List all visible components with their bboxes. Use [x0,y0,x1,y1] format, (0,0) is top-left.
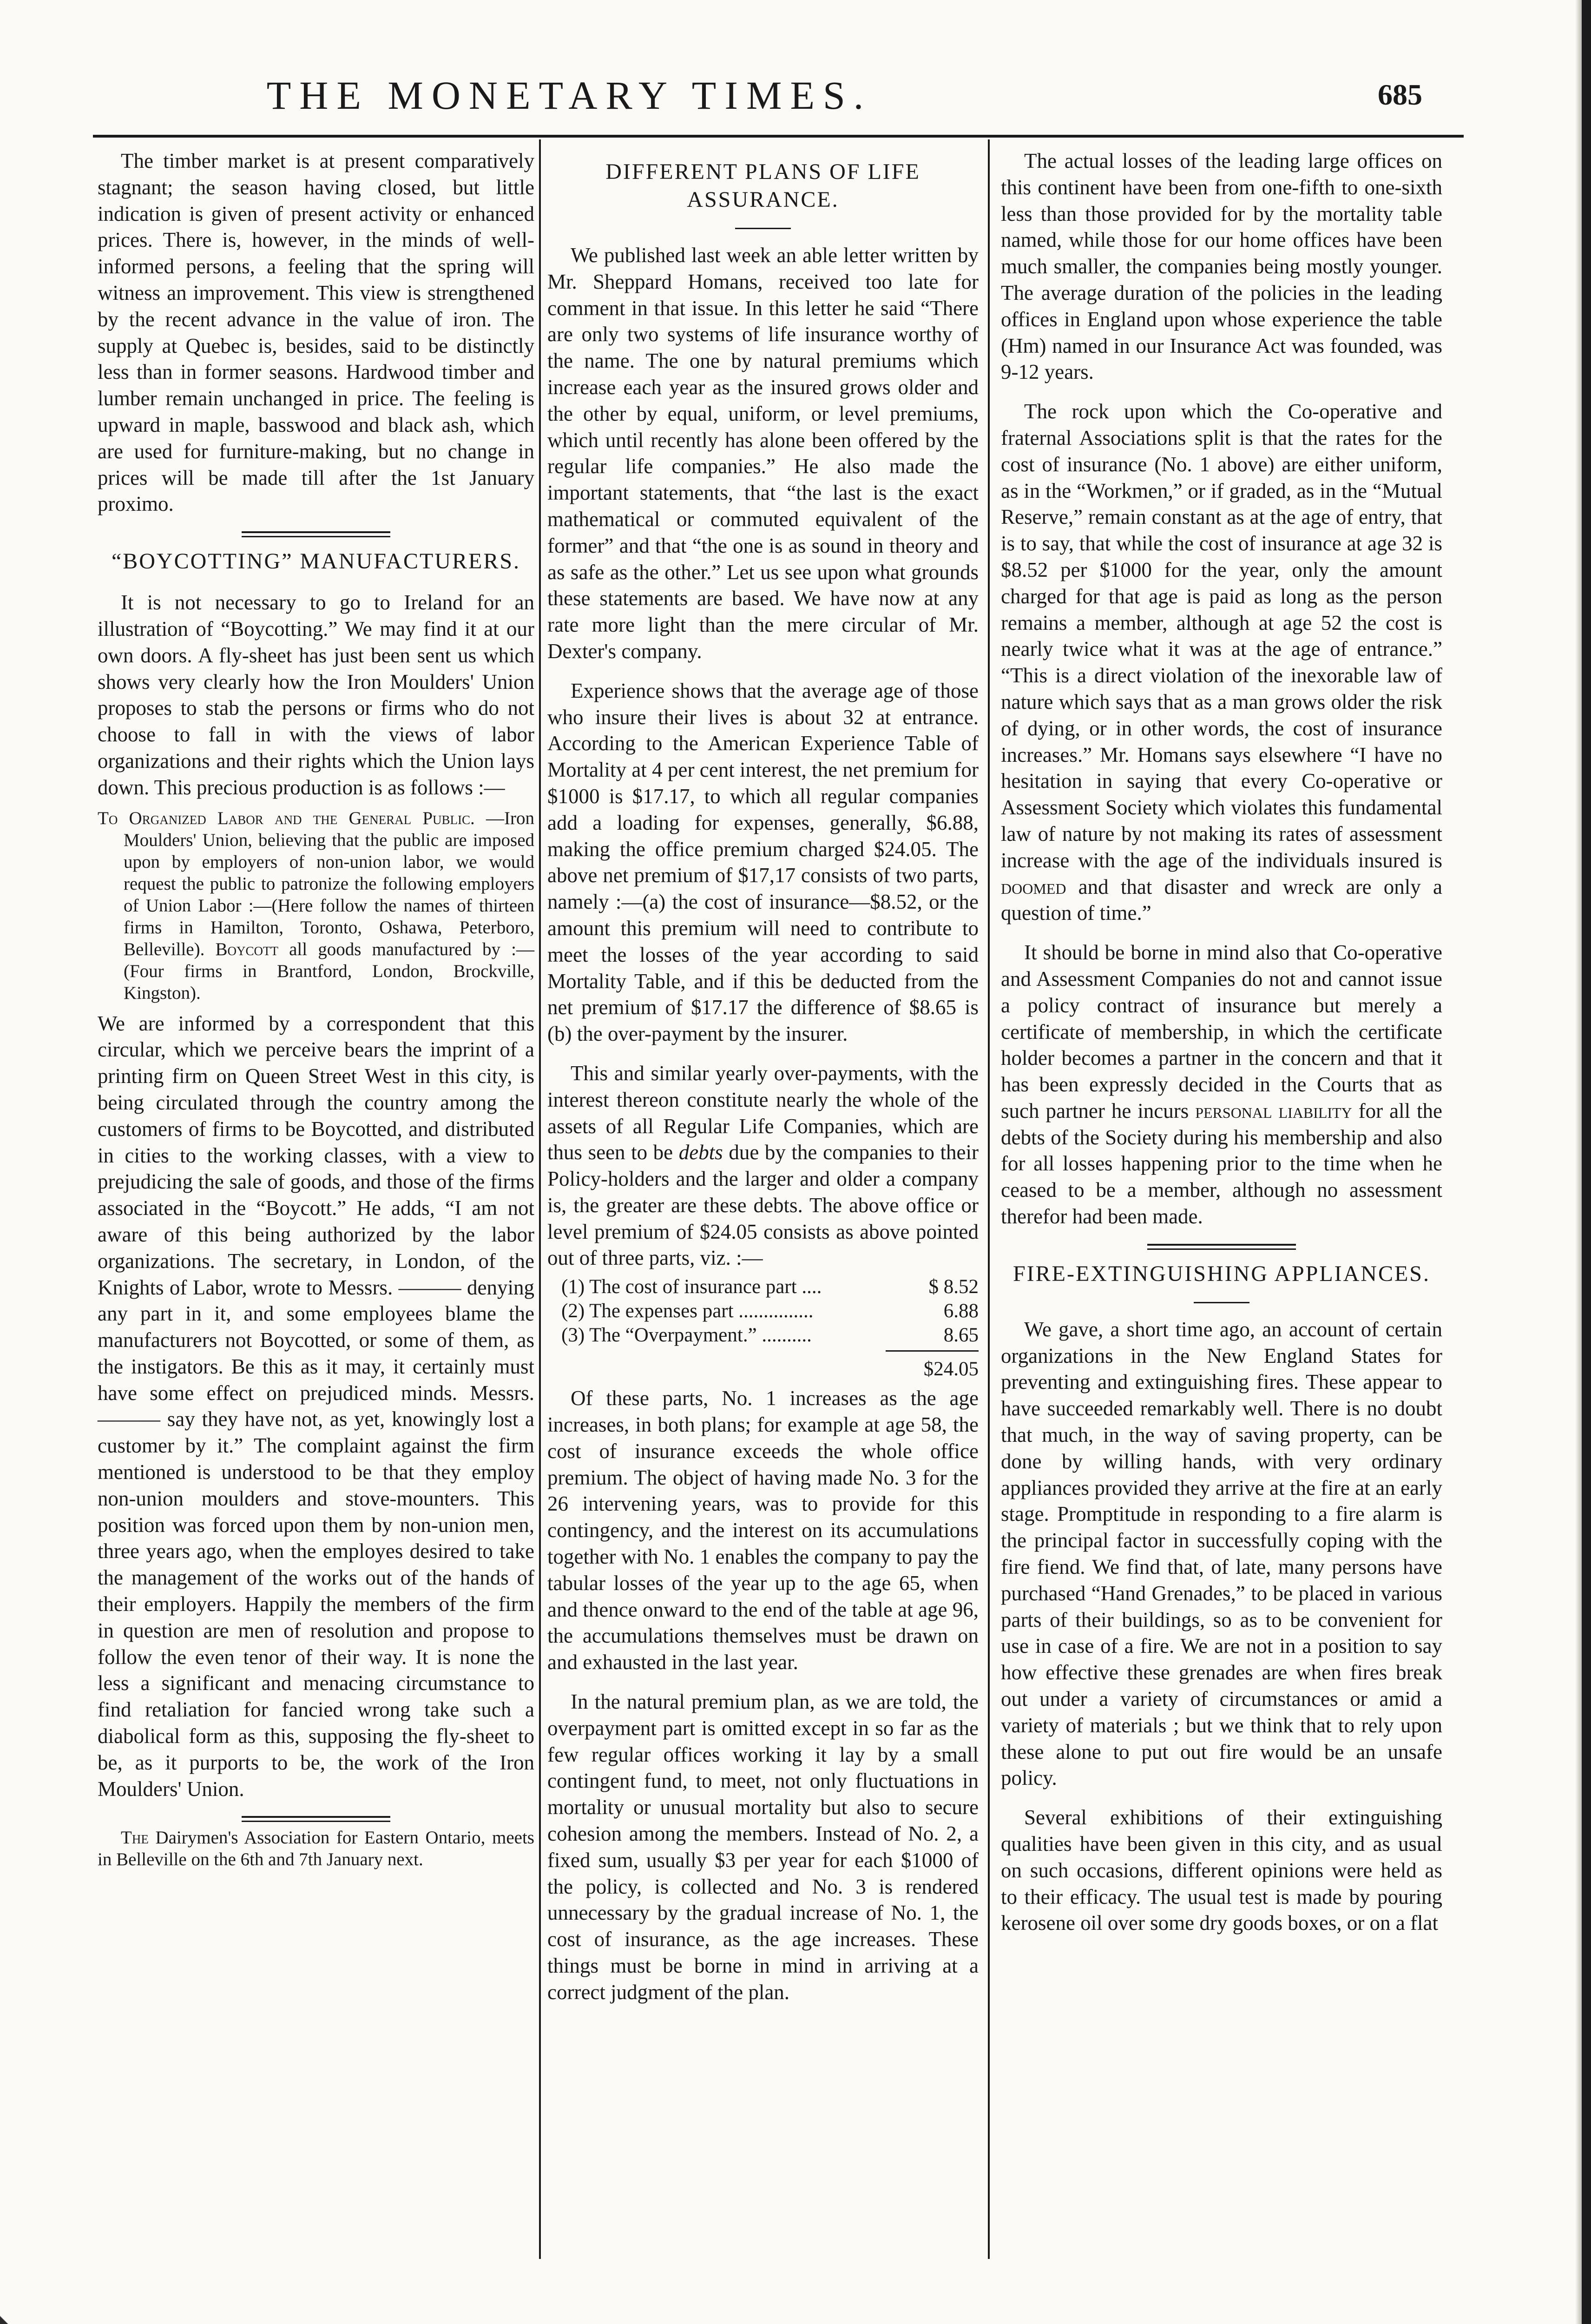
fire-paragraph-1: We gave, a short time ago, an account of certain organizations in the New England States for preventing and extinguishing fires. These appear to have succeeded remarkably well. There is no doubt that much, in the way of saving property, can be done by willing hands, with very ordinary appliances provided they arrive at the fire at an early stage. Promptitude in responding to a fire alarm is the principal factor in successfully coping with the fire fiend. We find that, of late, many persons have purchased “Hand Grenades,” to be placed in various parts of their buildings, so as to be convenient for use in case of a fire. We are not in a position to say how effective these grenades are when fires break out under a variety of circumstances or amid a variety of materials ; but we think that to rely upon these alone to put out fire would be an unsafe policy. [1001,1317,1442,1790]
assessment-text-cont: for all the debts of the Society during his membership and also for all losses happening prior to the time when he ceased to be a member, although no assessment therefor had been made. [1001,1099,1443,1228]
assessment-paragraph [1001,939,1442,1230]
table-row [561,1275,979,1299]
heading-rule [1194,1302,1249,1303]
heading-rule [735,228,791,229]
column-3 [1001,148,1442,1936]
column-2 [547,148,979,2006]
dairymen-text: Dairymen's Association for Eastern Ontario, meets in Belleville on the 6th and 7th January next. [98,1828,534,1870]
paragraph-3-text-cont: due by the companies to their Policy-holders and the larger and older a company is, the greater are these debts. The above office or level premium of $24.05 consists as above pointed out of three parts, viz. :— [547,1141,979,1270]
table-value: 6.88 [943,1300,979,1322]
personal-liability-smallcaps: personal liability [1195,1099,1352,1122]
section-divider [242,531,390,537]
column-divider-1 [539,139,541,2259]
masthead [0,72,1591,123]
doomed-smallcaps: doomed [1001,875,1066,898]
boycotting-heading: “BOYCOTTING” MANUFACTURERS. [111,549,521,574]
life-assurance-paragraph-1: We published last week an able letter written by Mr. Sheppard Homans, received too late for comment in that issue. In this letter he said “There are only two systems of life insurance worthy of the name. The one by natural premiums which increase each year as the insured grows older and the other by equal, uniform, or level premiums, which until recently has alone been offered by the regular life companies.” He also made the important statements, that “the last is the exact mathematical or commuted equivalent of the former” and that “the one is as sound in theory and as safe as the other.” Let us see upon what grounds these statements are based. We have now at any rate more light than the mere circular of Mr. Dexter's company. [547,244,979,663]
dairymen-notice [98,1827,534,1870]
timber-market-paragraph: The timber market is at present comparatively stagnant; the season having closed, but little indication is given of present activity or enhanced prices. There is, however, in the minds of well-informed persons, a feeling that the spring will witness an improvement. This view is strengthened by the recent advance in the value of iron. The supply at Quebec is, besides, said to be distinctly less than in former seasons. Hardwood timber and lumber remain unchanged in price. The feeling is upward in maple, basswood and black ash, which are used for furniture-making, but no change in prices will be made till after the 1st January proximo. [98,149,534,516]
column-divider-2 [988,139,990,2259]
table-label: (1) The cost of insurance part .... [561,1276,822,1298]
cooperative-paragraph [1001,398,1442,926]
notice-boycott-word: Boycott [215,939,278,959]
debts-italic: debts [678,1141,723,1164]
page-number: 685 [1378,78,1422,111]
boycotting-paragraph-1: It is not necessary to go to Ireland for an illustration of “Boycotting.” We may find it at our own doors. A fly-sheet has just been sent us which shows very clearly how the Iron Moulders' Union proposes to stab the persons or firms who do not choose to fall in with the views of labor organizations and their rights which the Union lays down. This precious production is as follows :— [98,591,534,799]
column-1 [98,148,534,1870]
table-value: 8.65 [943,1324,979,1347]
section-divider [242,1816,390,1822]
life-assurance-paragraph-4: Of these parts, No. 1 increases as the age increases, in both plans; for example at age 58, the cost of insurance exceeds the whole office premium. The object of having made No. 3 for the 26 intervening years, was to provide for this contingency, and the interest on its accumulations together with No. 1 enables the company to pay the tabular losses of the year up to the age 65, when and thence onward to the end of the table at age 96, the accumulations themselves must be drawn on and exhausted in the last year. [547,1386,979,1674]
cooperative-text: The rock upon which the Co-operative and fraternal Associations split is that the rates for the cost of insurance (No. 1 above) are either uniform, as in the “Workmen,” or if graded, as in the “Mutual Reserve,” remain constant as at the age of entry, that is to say, that while the cost of insurance at age 32 is $8.52 per $1000 for the year, only the amount charged for that age is paid as long as the person remains a member, although at age 52 the cost is nearly twice what it was at the age of entrance.” “This is a direct violation of the inexorable law of nature which says that as a man grows older the risk of dying, or in other words, the cost of insurance increases.” Mr. Homans says elsewhere “I have no hesitation in saying that every Co-operative or Assessment Society which violates this fundamental law of nature by not making its rates of assessment increase with the age of the individuals insured is [1001,400,1442,872]
table-value: $ 8.52 [928,1276,979,1298]
page-gutter-edge [1582,0,1591,2324]
cooperative-text-cont: and that disaster and wreck are only a question of time.” [1001,875,1442,925]
life-assurance-heading: DIFFERENT PLANS OF LIFE ASSURANCE. [605,159,920,212]
dairymen-lead: The [121,1828,149,1848]
table-row [561,1299,979,1323]
page-gutter-shadow [1575,0,1582,2324]
table-row [561,1323,979,1347]
paragraph-3-text: This and similar yearly over-payments, with the interest thereon constitute nearly the whole of the assets of all Regular Life Companies, which are thus seen to be [547,1061,979,1164]
page-corner-fold [0,2296,60,2324]
table-label: (3) The “Overpayment.” .......... [561,1324,812,1347]
notice-body: —Iron Moulders' Union, believing that the public are imposed upon by employers of non-union labor, we would request the public to patronize the following employers of Union Labor :—(Here follow the names of thirteen firms in Hamilton, Toronto, Oshawa, Peterboro, Belleville). [124,808,534,959]
fire-paragraph-2: Several exhibitions of their extinguishing qualities have been given in this city, and as usual on such occasions, different opinions were held as to their efficacy. The usual test is made by pouring kerosene oil over some dry goods boxes, or on a flat [1001,1806,1442,1935]
table-total-value: $24.05 [886,1350,979,1381]
assessment-text: It should be borne in mind also that Co-operative and Assessment Companies do not and cannot issue a policy contract of insurance but merely a certificate of membership, in which the certificate holder becomes a partner in the concern and that it has been expressly decided in the Courts that as such partner he incurs [1001,941,1442,1122]
masthead-rule [93,135,1464,138]
masthead-title: THE MONETARY TIMES. [266,73,872,118]
boycotting-paragraph-2: We are informed by a correspondent that this circular, which we perceive bears the imprint of a printing firm on Queen Street West in this city, is being circulated through the country among the customers of firms to be Boycotted, and distributed in cities to the working classes, with a view to prejudicing the sale of goods, and those of the firms associated in the “Boycott.” He adds, “I am not aware of this being authorized by the labor organizations. The secretary, in London, of the Knights of Labor, wrote to Messrs. ——— denying any part in it, and some employees blame the manufacturers not Boycotted, or some of them, as the instigators. Be this as it may, it certainly must have some effect on prejudiced minds. Messrs. ——— say they have not, as yet, knowingly lost a customer by it.” The complaint against the firm mentioned is understood to be that they employ non-union moulders and stove-mounters. This position was forced upon them by non-union men, three years ago, when the employes desired to take the management of the works out of the hands of their employers. Happily the members of the firm in question are men of resolution and propose to follow the even tenor of their way. It is none the less a significant and menacing circumstance to find retaliation for fancied wrong take such a diabolical form as this, supposing the fly-sheet to be, as it purports to be, the work of the Iron Moulders' Union. [98,1011,534,1801]
life-assurance-paragraph-2: Experience shows that the average age of those who insure their lives is about 32 at entrance. According to the American Experience Table of Mortality at 4 per cent interest, the net premium for $1000 is $17.17, to which all regular companies add a loading for expenses, generally, $6.88, making the office premium charged $24.05. The above net premium of $17,17 consists of two parts, namely :—(a) the cost of insurance—$8.52, or the amount this premium will need to contribute to meet the losses of the year according to said Mortality Table, and if this be deducted from the net premium of $17.17 the difference of $8.65 is (b) the over-payment by the insurer. [547,679,979,1046]
fire-extinguishing-heading: FIRE-EXTINGUISHING APPLIANCES. [1012,1261,1430,1286]
life-assurance-paragraph-5: In the natural premium plan, as we are told, the overpayment part is omitted except in so far as the few regular offices working it lay by a small contingent fund, to meet, not only fluctuations in mortality or unusual mortality but also to secure cohesion among the members. Instead of No. 2, a fixed sum, usually $3 per year for each $1000 of the policy, is collected and No. 3 is rendered unnecessary by the gradual increase of No. 1, the cost of insurance, as the age increases. These things must be borne in mind in arriving at a correct judgment of the plan. [547,1690,979,2004]
table-label: (2) The expenses part ............... [561,1300,814,1322]
life-assurance-paragraph-3 [547,1060,979,1271]
notice-heading: To Organized Labor and the General Public. [98,808,475,828]
flysheet-notice [98,807,534,1004]
section-divider [1147,1244,1296,1250]
premium-breakdown-table [561,1275,979,1381]
notice-boycott-rest: all goods manufactured by :—(Four firms in Brantford, London, Brockville, Kingston). [124,939,534,1003]
losses-paragraph: The actual losses of the leading large offices on this continent have been from one-fifth to one-sixth less than those provided for by the mortality table named, while those for our home offices have been much smaller, the companies being mostly younger. The average duration of the policies in the leading offices in England upon whose experience the table (Hm) named in our Insurance Act was founded, was 9-12 years. [1001,149,1442,384]
table-total [561,1350,979,1381]
